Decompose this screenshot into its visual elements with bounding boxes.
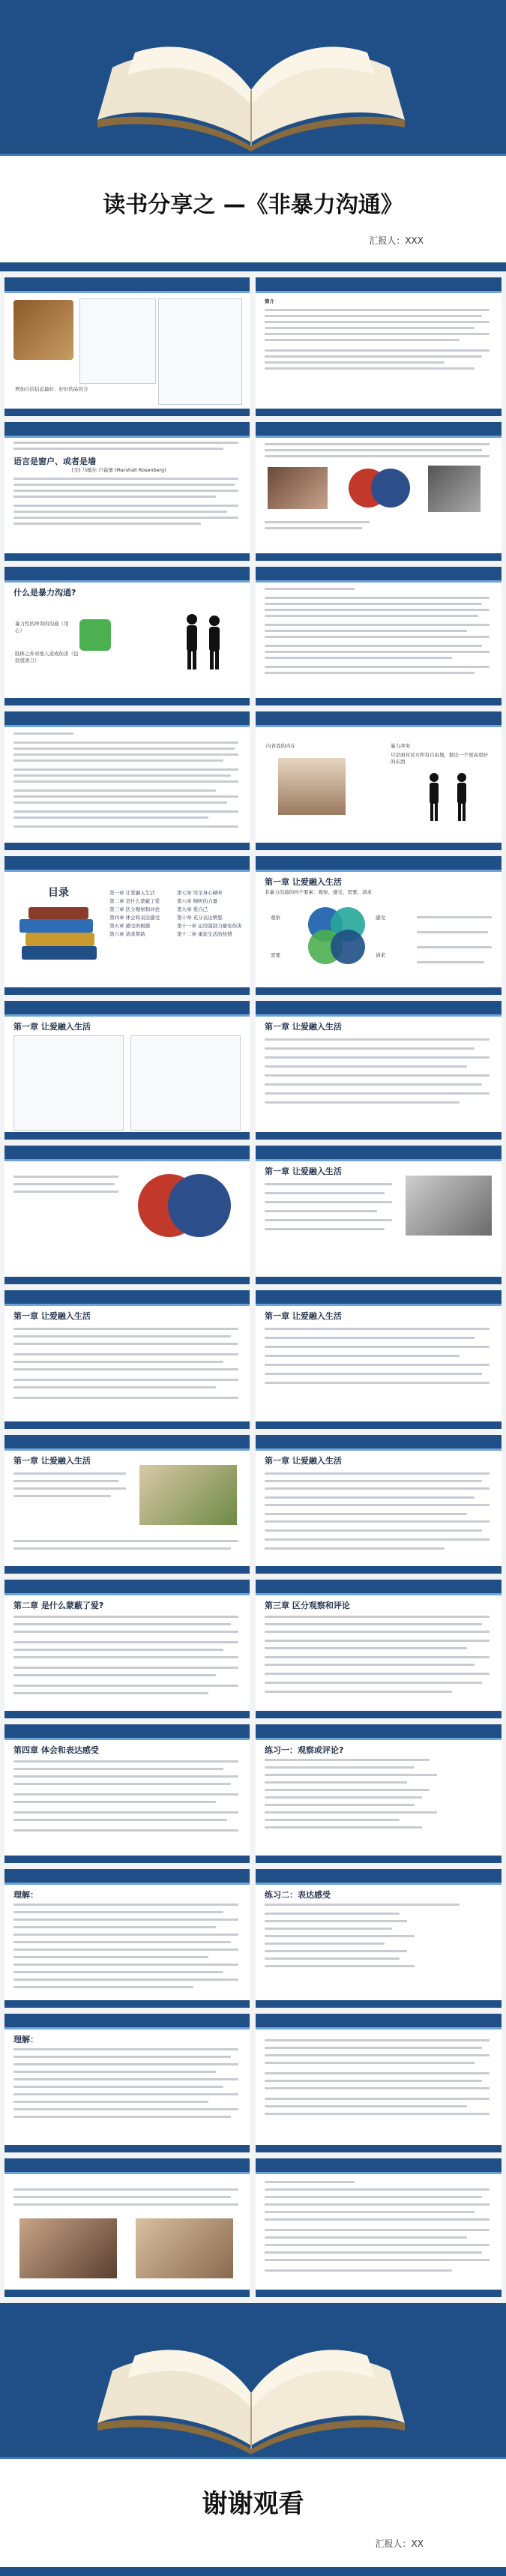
practice1-title: 练习一：观察或评论?	[265, 1745, 344, 1755]
ch1-title: 第一章 让爱融入生活	[13, 1022, 91, 1032]
understand-title: 理解：	[13, 2035, 38, 2044]
toc-item[interactable]: 第九章 爱自己	[177, 906, 208, 912]
slide-practice1	[256, 1724, 502, 1863]
inner-label-c: 只是面对对方所有自由地，做出一个更高更好的东西	[391, 752, 488, 765]
ch1-title: 第一章 让爱融入生活	[265, 1022, 342, 1032]
slide-author	[4, 422, 250, 561]
toc-item[interactable]: 第十一章 运用强制力避免伤害	[177, 923, 242, 929]
inner-label-a: 内省我的内在	[266, 743, 295, 749]
slide-intro-left	[4, 277, 250, 416]
toc-item[interactable]: 第十章 充分表达愤怒	[177, 915, 223, 921]
couple-photo	[278, 758, 346, 815]
slide-violence-text	[256, 567, 502, 705]
ch1-title: 第一章 让爱融入生活	[265, 1167, 342, 1176]
step-need: 需要	[271, 952, 280, 958]
figurines-photo	[139, 1465, 237, 1525]
holding-hands-photo	[406, 1176, 492, 1236]
cover-title: 读书分享之 —《非暴力沟通》	[103, 192, 403, 218]
slide-ch1-circles	[256, 856, 502, 995]
open-book-image	[90, 22, 412, 154]
ch1-sub: 非暴力沟通的四个要素：观察、感受、需要、请求	[265, 889, 372, 895]
people-silhouette-icon	[177, 612, 229, 672]
slide-long-text	[4, 711, 250, 850]
author-name: [美] 马歇尔·卢森堡 (Marshall Rosenberg)	[72, 467, 166, 473]
ch2-title: 第二章 是什么蒙蔽了爱?	[13, 1601, 104, 1610]
toc-item[interactable]: 第六章 请求帮助	[109, 931, 145, 937]
ch1-textbox-right	[130, 1035, 241, 1131]
book-stack-icon	[18, 903, 100, 970]
ch1-title: 第一章 让爱融入生活	[265, 877, 342, 887]
ch1-title: 第一章 让爱融入生活	[13, 1311, 91, 1321]
violence-label-b: 肢体之外对他人造成伤害（包括很语言）	[15, 651, 79, 663]
two-heads-icon	[132, 1168, 237, 1243]
slide-toc	[4, 856, 250, 995]
thanks-presenter: 汇报人：XX	[375, 2539, 424, 2549]
thanks-footer-band	[0, 2567, 506, 2576]
toc-item[interactable]: 第一章 让爱融入生活	[109, 890, 155, 896]
toc-item[interactable]: 第八章 倾听的力量	[177, 898, 218, 904]
step-request: 请求	[376, 952, 385, 958]
thanks-title: 谢谢观看	[202, 2489, 304, 2519]
slide-practice2-answers	[256, 2014, 502, 2152]
understand-title: 理解：	[13, 1890, 38, 1900]
hands-photo	[268, 467, 328, 509]
toc-item[interactable]: 第四章 体会和表达感受	[109, 915, 160, 921]
practice2-title: 练习二：表达感受	[265, 1890, 331, 1900]
toc-heading: 目录	[48, 887, 69, 899]
ch4-title: 第四章 体会和表达感受	[13, 1745, 99, 1755]
author-photo	[428, 466, 481, 512]
ch3-title: 第三章 区分观察和评论	[265, 1601, 350, 1610]
ch1-title: 第一章 让爱融入生活	[265, 1456, 342, 1466]
slide-author-photos	[256, 422, 502, 561]
woman-photo	[19, 2218, 117, 2278]
intro-textbox-1	[79, 298, 156, 384]
ch1-title: 第一章 让爱融入生活	[265, 1311, 342, 1321]
toc-item[interactable]: 第五章 感受的根源	[109, 923, 151, 929]
intro-title: 简介	[265, 298, 274, 304]
step-observe: 观察	[271, 915, 280, 921]
ch1-textbox-left	[13, 1035, 124, 1131]
slide-ch4	[4, 1724, 250, 1863]
toc-item[interactable]: 第二章 是什么蒙蔽了爱	[109, 898, 160, 904]
author-title: 语言是窗户、或者是墙	[13, 457, 96, 466]
inner-label-b: 暴力冲突	[391, 743, 410, 749]
head-silhouette-image	[13, 300, 73, 360]
conversation-photo	[136, 2218, 233, 2278]
slide-ch1-f	[256, 1290, 502, 1429]
circle-request	[331, 930, 365, 964]
slide-ch1-b	[256, 1001, 502, 1140]
slide-what-is-violence	[4, 567, 250, 705]
cover-slide	[0, 0, 506, 271]
toc-item[interactable]: 第十二章 重获生活的热情	[177, 931, 232, 937]
toc-item[interactable]: 第三章 区分观察和评论	[109, 906, 160, 912]
slide-ch1-d	[256, 1146, 502, 1284]
toc-item[interactable]: 第七章 用全身心倾听	[177, 890, 223, 896]
slide-ch1-a	[4, 1001, 250, 1140]
cover-footer-band	[0, 262, 506, 271]
slide-summary-right	[256, 2158, 502, 2297]
intro-caption: 增加自信信息最好、好好的品的分	[15, 386, 88, 392]
two-heads-icon	[346, 466, 413, 512]
slide-inner-state	[256, 711, 502, 850]
slide-ch3	[256, 1580, 502, 1718]
slide-ch2	[4, 1580, 250, 1718]
slide-ch1-e	[4, 1290, 250, 1429]
slide-ch1-g	[4, 1435, 250, 1574]
slide-practice2	[256, 1869, 502, 2008]
slide-ch1-h	[256, 1435, 502, 1574]
step-feel: 感受	[376, 915, 385, 921]
open-book-image	[90, 2326, 412, 2457]
cover-presenter: 汇报人：XXX	[369, 235, 424, 246]
standing-people-icon	[421, 771, 481, 824]
slide-ch1-c	[4, 1146, 250, 1284]
violence-title: 什么是暴力沟通?	[13, 588, 76, 598]
people-icon	[79, 619, 111, 651]
violence-label-a: 暴力性的冲突的沟通（用心）	[15, 621, 69, 634]
slide-intro-right	[256, 277, 502, 416]
thanks-slide	[0, 2303, 506, 2576]
slide-summary-left	[4, 2158, 250, 2297]
slide-understand-2	[4, 2014, 250, 2152]
intro-textbox-2	[158, 298, 242, 405]
ch1-title: 第一章 让爱融入生活	[13, 1456, 91, 1466]
slide-understand-1	[4, 1869, 250, 2008]
